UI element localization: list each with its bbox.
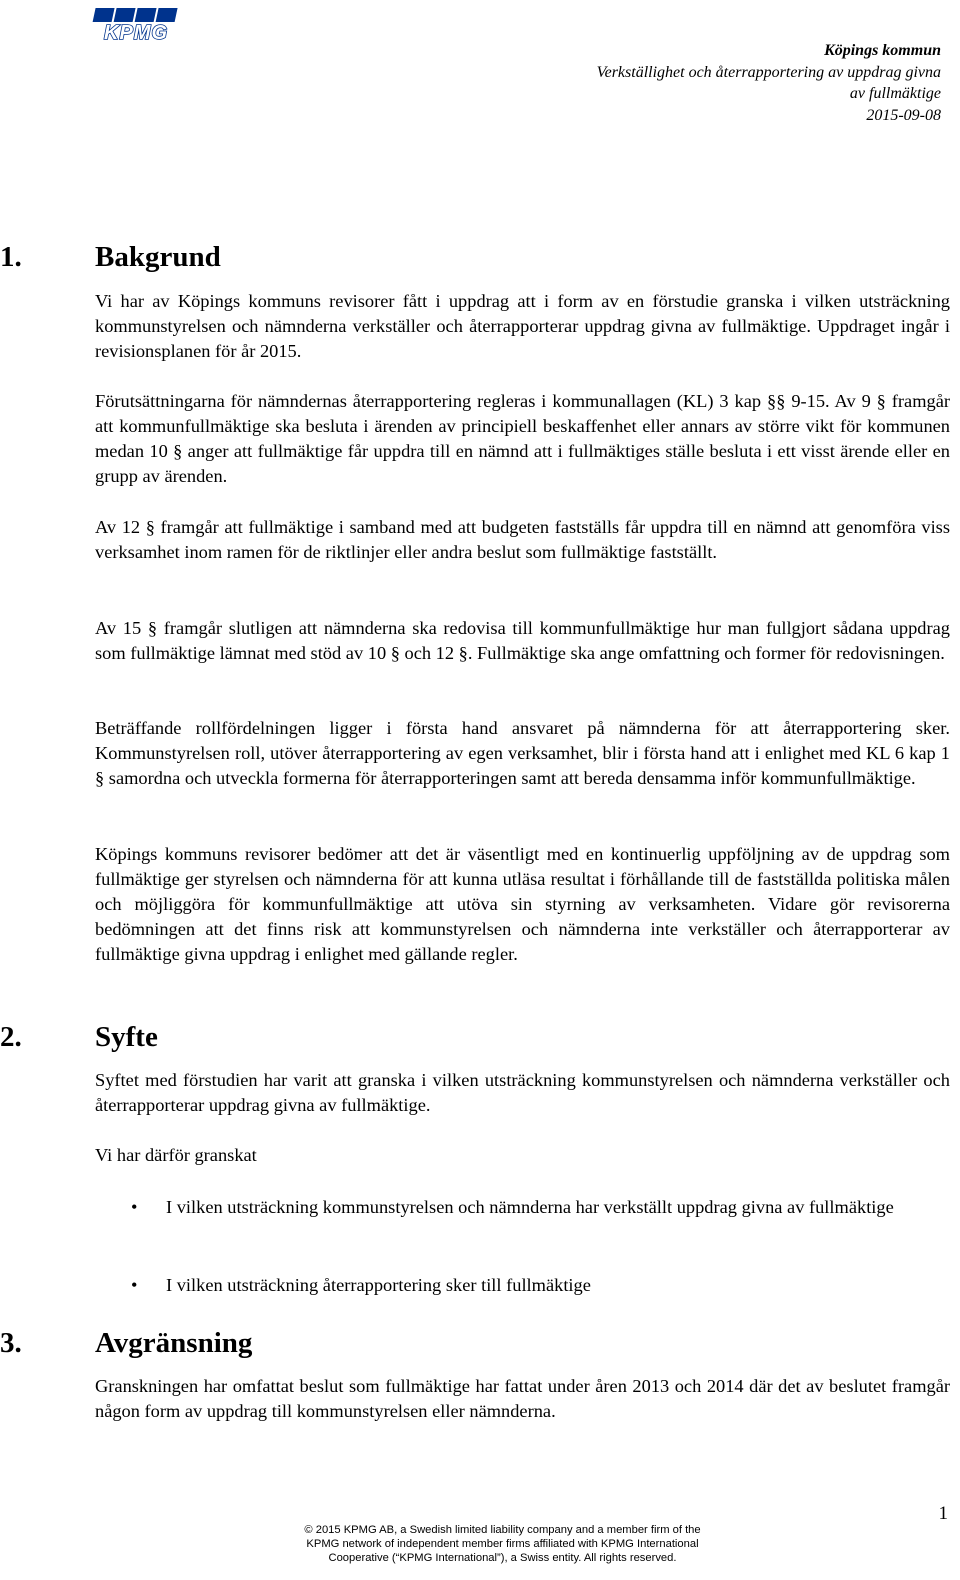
- bullet-icon: •: [131, 1275, 138, 1295]
- document-header: [597, 40, 941, 127]
- svg-text:KPMG: KPMG: [104, 22, 168, 42]
- footer-line-2: KPMG network of independent member firms affiliated with KPMG International: [306, 1538, 699, 1550]
- footer-line-1: © 2015 KPMG AB, a Swedish limited liability company and a member firm of the: [304, 1524, 701, 1536]
- paragraph: Av 15 § framgår slutligen att nämnderna ska redovisa till kommunfullmäktige hur man fullgjort sådana uppdrag som fullmäktige lämnat med stöd av 10 § och 12 §. Fullmäktige ska ange omfattning och former för redovisningen.: [95, 618, 950, 663]
- paragraph: Förutsättningarna för nämndernas återrapportering regleras i kommunallagen (KL) 3 kap §§ 9-15. Av 9 § framgår att kommunfullmäktige ska besluta i ärenden av principiell beskaffenhet eller annars av större vikt för kommunen medan 10 § anger att fullmäktige får uppdra till en nämnd att i fullmäktiges ställe besluta i ett visst ärende eller en grupp av ärenden.: [95, 391, 950, 486]
- paragraph: Syftet med förstudien har varit att granska i vilken utsträckning kommunstyrelsen och nämnderna verkställer och återrapporterar uppdrag givna av fullmäktige.: [95, 1070, 950, 1115]
- section-number: 1.: [0, 241, 22, 273]
- header-title-line-1: Verkställighet och återrapportering av uppdrag givna: [596, 63, 941, 81]
- list-item-text: I vilken utsträckning återrapportering sker till fullmäktige: [166, 1275, 591, 1295]
- paragraph: Granskningen har omfattat beslut som fullmäktige har fattat under åren 2013 och 2014 där det av beslutet framgår någon form av uppdrag till kommunstyrelsen eller nämnderna.: [95, 1376, 950, 1421]
- section-number: 2.: [0, 1021, 22, 1053]
- bullet-icon: •: [131, 1197, 138, 1217]
- header-date: 2015-09-08: [866, 107, 941, 125]
- paragraph: Köpings kommuns revisorer bedömer att det är väsentligt med en kontinuerlig uppföljning av de uppdrag som fullmäktige ger styrelsen och nämnderna för att kunna utläsa resultat i förhållande till de fastställda politiska målen och möjliggöra för kommunfullmäktige att utöva sin styrning av verksamheten. Vidare gör revisorerna bedömningen att det finns risk att kommunstyrelsen och nämnderna inte verkställer och återrapporterar av fullmäktige givna uppdrag i enlighet med gällande regler.: [95, 844, 950, 964]
- footer-line-3: Cooperative (“KPMG International”), a Swiss entity. All rights reserved.: [328, 1552, 677, 1564]
- page-number: 1: [938, 1503, 948, 1524]
- kpmg-logo: [92, 6, 182, 42]
- paragraph: Vi har av Köpings kommuns revisorer fått i uppdrag att i form av en förstudie granska i vilken utsträckning kommunstyrelsen och nämnderna verkställer och återrapporterar uppdrag givna av fullmäktige. Uppdraget ingår i revisionsplanen för år 2015.: [95, 291, 950, 361]
- section-number: 3.: [0, 1327, 22, 1359]
- header-title-line-2: av fullmäktige: [849, 85, 941, 103]
- paragraph: Beträffande rollfördelningen ligger i första hand ansvaret på nämnderna för att återrapportering sker. Kommunstyrelsen roll, utöver återrapportering av egen verksamhet, blir i första hand att i enlighet med KL 6 kap 1 § samordna och utveckla formerna för återrapporteringen samt att bereda densamma inför kommunfullmäktige.: [95, 718, 950, 788]
- section-title: Syfte: [95, 1021, 158, 1053]
- section-title: Avgränsning: [95, 1327, 253, 1359]
- paragraph: Av 12 § framgår att fullmäktige i samband med att budgeten fastställs får uppdra till en nämnd att genomföra viss verksamhet inom ramen för de riktlinjer eller andra beslut som fullmäktige fastställt.: [95, 517, 950, 562]
- section-title: Bakgrund: [95, 241, 221, 273]
- header-organization: Köpings kommun: [824, 42, 941, 59]
- copyright-footer: [290, 1523, 715, 1565]
- list-item-text: I vilken utsträckning kommunstyrelsen och nämnderna har verkställt uppdrag givna av fullmäktige: [166, 1197, 894, 1217]
- paragraph: Vi har därför granskat: [95, 1145, 257, 1165]
